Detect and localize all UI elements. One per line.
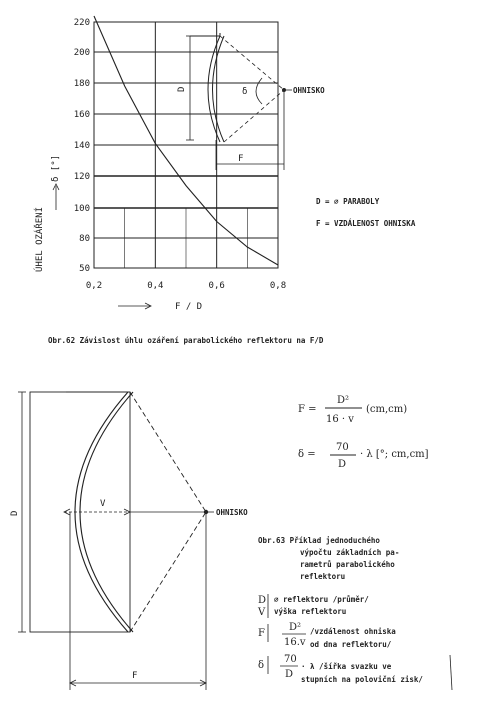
y-tick-label: 180 [73,79,90,89]
y-axis-symbol: δ [°] [51,154,61,182]
y-tick-label: 140 [73,141,90,151]
svg-text:stupních na poloviční zisk/: stupních na poloviční zisk/ [301,675,423,684]
formula-delta [298,442,429,470]
svg-text:δ =: δ = [298,449,316,460]
inset-top-bar [190,33,220,36]
x-tick-label: 0,2 [85,281,103,291]
y-tick-label: 160 [73,110,90,120]
edge-ray-top [130,392,206,512]
svg-text:16 · v: 16 · v [326,414,354,425]
svg-text:výpočtu základních pa-: výpočtu základních pa- [300,548,400,557]
formula-f [298,395,407,425]
inset-diagram [177,33,325,170]
def-text-d: ⌀ reflektoru /průměr/ [274,595,369,604]
def-sym-f: F [258,628,265,639]
svg-text:D²: D² [289,622,302,633]
y-axis-title: ÚHEL OZÁŘENÍ [35,206,45,272]
label-v: V [100,499,106,509]
edge-ray-bottom [130,512,206,632]
y-tick-label: 120 [73,172,90,182]
svg-text:rametrů parabolického: rametrů parabolického [300,560,395,569]
svg-text:70: 70 [284,654,297,665]
svg-text:Obr.63 Příklad jednoduchého: Obr.63 Příklad jednoduchého [258,536,380,545]
svg-text:D²: D² [337,395,350,406]
inset-feed-point [282,88,286,92]
x-axis-title: F / D [175,302,203,312]
svg-text:16.v: 16.v [284,637,306,648]
y-tick-label: 220 [73,18,90,28]
inset-label-d: D [177,86,187,92]
inset-edge-ray-bottom [224,90,284,142]
svg-text:· λ /šířka svazku ve: · λ /šířka svazku ve [301,662,392,671]
svg-text:(cm,cm): (cm,cm) [366,404,408,415]
svg-text:· λ [°; cm,cm]: · λ [°; cm,cm] [360,449,429,460]
label-f: F [132,671,138,681]
legend-line-2: F = VZDÁLENOST OHNISKA [316,219,416,228]
label-feed: OHNISKO [216,508,248,517]
svg-text:od dna reflektoru/: od dna reflektoru/ [310,640,392,649]
chart-grid [94,22,278,268]
feed-point [204,510,208,514]
x-tick-label: 0,6 [208,281,225,291]
reflector-diagram [10,392,248,690]
x-tick-label: 0,8 [269,281,287,291]
inset-angle-arc [256,78,262,104]
def-sym-v: V [258,607,266,618]
y-tick-label: 100 [73,204,90,214]
svg-text:reflektoru: reflektoru [300,572,346,581]
inset-label-feed: OHNISKO [293,86,325,95]
label-d: D [10,510,20,516]
svg-text:70: 70 [336,442,349,453]
svg-text:D: D [338,459,347,470]
svg-text:F =: F = [298,404,317,415]
x-tick-labels [86,281,286,291]
def-sym-delta: δ [258,660,265,671]
figure62-caption: Obr.62 Závislost úhlu ozáření parabolického reflektoru na F/D [48,336,324,345]
y-tick-label: 50 [79,264,90,274]
y-tick-label: 200 [73,48,90,58]
svg-text:/vzdálenost ohniska: /vzdálenost ohniska [310,627,396,636]
definitions-list [257,594,452,690]
inset-label-delta: δ [242,87,248,97]
x-tick-label: 0,4 [147,281,164,291]
y-tick-label: 80 [79,234,90,244]
svg-text:D: D [285,669,294,680]
figure63-caption [258,536,399,581]
y-tick-labels [74,18,90,274]
def-text-v: výška reflektoru [274,607,347,616]
legend-line-1: D = ⌀ PARABOLY [316,197,380,206]
inset-label-f: F [238,154,244,164]
def-sym-d: D [258,595,267,606]
inset-edge-ray-top [220,36,284,90]
